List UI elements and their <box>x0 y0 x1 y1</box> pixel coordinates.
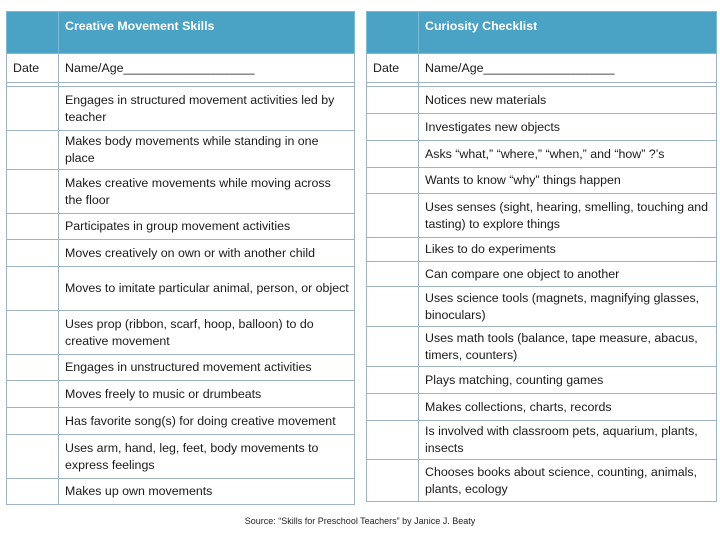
date-cell <box>367 194 419 238</box>
date-cell <box>367 168 419 194</box>
checklist-row <box>7 170 355 214</box>
checklist-item: Makes body movements while standing in one place <box>59 131 355 170</box>
labels-row <box>367 54 717 83</box>
checklist-item: Uses math tools (balance, tape measure, abacus, timers, counters) <box>419 327 717 367</box>
date-cell <box>367 460 419 502</box>
header-date-cell <box>367 12 419 54</box>
date-cell <box>7 355 59 381</box>
date-cell <box>367 262 419 287</box>
checklist-row <box>367 168 717 194</box>
date-cell <box>367 87 419 114</box>
date-cell <box>367 287 419 327</box>
checklist-item: Moves freely to music or drumbeats <box>59 381 355 408</box>
checklist-row <box>7 479 355 505</box>
date-cell <box>367 367 419 394</box>
name-age-label: Name/Age___________________ <box>419 54 717 83</box>
checklist-row <box>7 240 355 267</box>
source-citation: Source: “Skills for Preschool Teachers” by Janice J. Beaty <box>244 516 476 526</box>
checklist-item: Uses science tools (magnets, magnifying glasses, binoculars) <box>419 287 717 327</box>
checklist-item: Can compare one object to another <box>419 262 717 287</box>
date-cell <box>7 214 59 240</box>
checklist-row <box>7 355 355 381</box>
checklist-item: Plays matching, counting games <box>419 367 717 394</box>
date-cell <box>367 238 419 262</box>
date-cell <box>7 87 59 131</box>
date-cell <box>7 435 59 479</box>
checklist-item: Wants to know “why” things happen <box>419 168 717 194</box>
checklist-item: Moves creatively on own or with another child <box>59 240 355 267</box>
date-cell <box>367 421 419 460</box>
checklist-item: Is involved with classroom pets, aquarium, plants, insects <box>419 421 717 460</box>
date-cell <box>7 479 59 505</box>
checklist-item: Likes to do experiments <box>419 238 717 262</box>
checklist-row <box>367 327 717 367</box>
name-age-label: Name/Age___________________ <box>59 54 355 83</box>
checklist-row <box>7 131 355 170</box>
checklist-row <box>367 394 717 421</box>
date-cell <box>7 311 59 355</box>
checklist-row <box>367 114 717 141</box>
date-cell <box>367 114 419 141</box>
checklist-row <box>367 460 717 502</box>
checklist-row <box>367 194 717 238</box>
curiosity-checklist <box>366 11 717 502</box>
date-label: Date <box>7 54 59 83</box>
checklist-item: Makes up own movements <box>59 479 355 505</box>
date-cell <box>7 408 59 435</box>
checklist-row <box>7 435 355 479</box>
date-cell <box>367 394 419 421</box>
date-cell <box>7 267 59 311</box>
checklist-item: Uses senses (sight, hearing, smelling, touching and tasting) to explore things <box>419 194 717 238</box>
checklist-row <box>367 87 717 114</box>
table-header-row <box>7 12 355 54</box>
checklist-row <box>367 238 717 262</box>
checklist-row <box>7 408 355 435</box>
date-cell <box>7 131 59 170</box>
checklist-item: Notices new materials <box>419 87 717 114</box>
date-cell <box>7 240 59 267</box>
checklist-row <box>367 367 717 394</box>
checklist-item: Uses prop (ribbon, scarf, hoop, balloon) to do creative movement <box>59 311 355 355</box>
checklist-item: Participates in group movement activities <box>59 214 355 240</box>
table-title: Curiosity Checklist <box>419 12 717 54</box>
header-date-cell <box>7 12 59 54</box>
checklist-item: Has favorite song(s) for doing creative movement <box>59 408 355 435</box>
checklist-row <box>367 287 717 327</box>
labels-row <box>7 54 355 83</box>
checklist-item: Asks “what,” “where,” “when,” and “how” ?’s <box>419 141 717 168</box>
creative-movement-checklist <box>6 11 355 505</box>
checklist-item: Makes creative movements while moving across the floor <box>59 170 355 214</box>
checklist-item: Chooses books about science, counting, animals, plants, ecology <box>419 460 717 502</box>
date-label: Date <box>367 54 419 83</box>
checklist-item: Investigates new objects <box>419 114 717 141</box>
checklist-row <box>7 214 355 240</box>
checklist-row <box>7 311 355 355</box>
table-header-row <box>367 12 717 54</box>
checklist-row <box>7 381 355 408</box>
checklist-row <box>7 87 355 131</box>
checklist-item: Engages in unstructured movement activities <box>59 355 355 381</box>
date-cell <box>7 170 59 214</box>
curiosity-body <box>367 12 717 502</box>
checklist-row <box>367 262 717 287</box>
checklist-item: Uses arm, hand, leg, feet, body movements to express feelings <box>59 435 355 479</box>
checklist-item: Makes collections, charts, records <box>419 394 717 421</box>
checklist-row <box>367 421 717 460</box>
checklist-row <box>367 141 717 168</box>
date-cell <box>7 381 59 408</box>
table-title: Creative Movement Skills <box>59 12 355 54</box>
creative-movement-body <box>7 12 355 505</box>
checklist-item: Engages in structured movement activities led by teacher <box>59 87 355 131</box>
checklist-row <box>7 267 355 311</box>
checklist-item: Moves to imitate particular animal, person, or object <box>59 267 355 311</box>
date-cell <box>367 141 419 168</box>
date-cell <box>367 327 419 367</box>
